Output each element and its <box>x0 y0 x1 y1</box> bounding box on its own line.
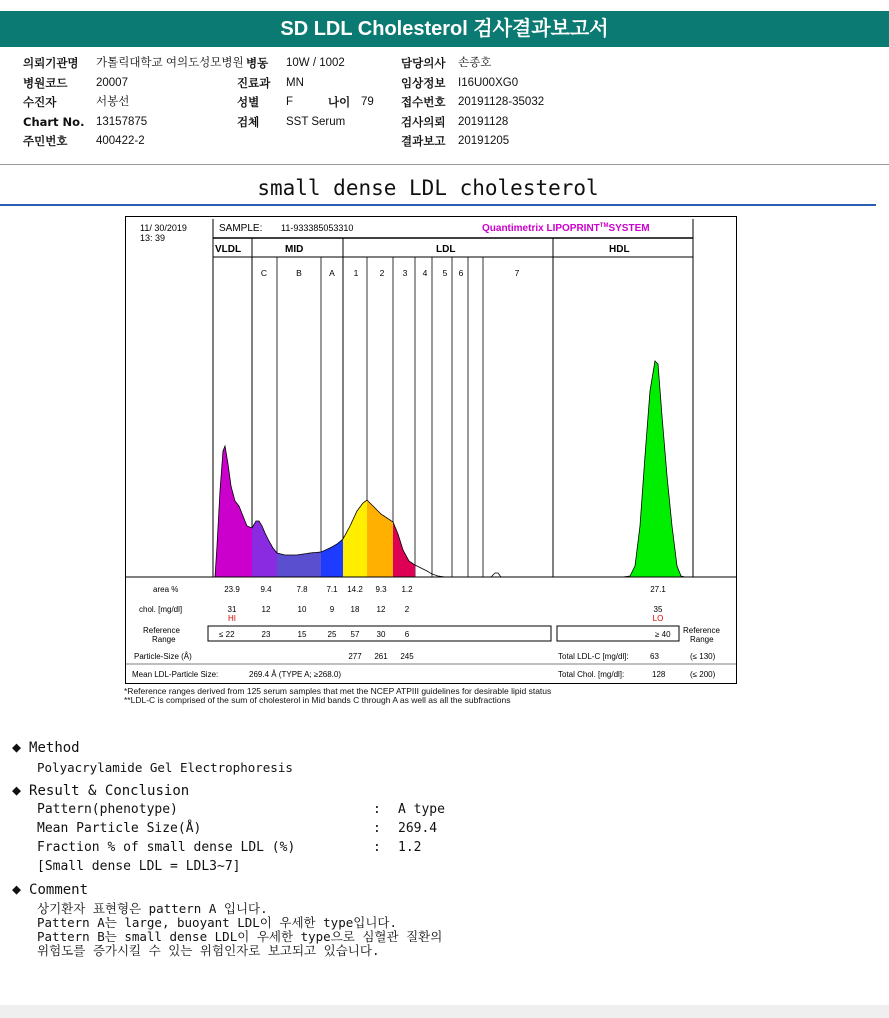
comment-line: Pattern B는 small dense LDL이 우세한 type으로 심혈관 질환의 <box>37 929 443 944</box>
subband-label: 7 <box>514 268 520 278</box>
sample-label: SAMPLE: <box>219 223 263 234</box>
info-value: 가톨릭대학교 여의도성모병원 <box>96 57 244 69</box>
divider <box>0 204 876 206</box>
subband-label: C <box>260 268 268 278</box>
brand: Quantimetrix LIPOPRINT™SYSTEM <box>482 223 650 234</box>
band-hdl: HDL <box>609 244 630 255</box>
subband-label: 5 <box>442 268 448 278</box>
info-value: 20191128 <box>458 116 509 128</box>
chart-date: 11/ 30/2019 <box>140 223 187 233</box>
ref-label: Reference <box>143 626 180 635</box>
area-value-hdl: 27.1 <box>650 585 666 594</box>
info-label: 검체 <box>237 115 260 129</box>
method-text: Polyacrylamide Gel Electrophoresis <box>37 760 293 775</box>
area-value: 14.2 <box>347 585 363 594</box>
sample-value: 11-933385053310 <box>281 223 354 233</box>
info-value: 20191205 <box>458 135 510 147</box>
info-label: 접수번호 <box>401 95 446 109</box>
result-label: Pattern(phenotype) <box>37 802 178 817</box>
info-value: 13157875 <box>96 116 148 128</box>
comment-heading <box>12 880 88 898</box>
total-ldl-ref: (≤ 130) <box>690 652 716 661</box>
patient-info <box>0 56 889 152</box>
info-value: SST Serum <box>286 116 346 128</box>
total-chol-label: Total Chol. [mg/dl]: <box>558 670 625 679</box>
chol-label: chol. [mg/dl] <box>139 605 183 614</box>
info-label: 진료과 <box>237 76 271 90</box>
chol-value: 12 <box>261 605 271 614</box>
method-heading <box>12 738 80 756</box>
subband-label: B <box>296 268 302 278</box>
footnote: *Reference ranges derived from 125 serum samples that met the NCEP ATPIII guidelines for desirable lipid status <box>124 686 552 696</box>
band-mid: MID <box>285 244 304 255</box>
diamond-icon: ◆ <box>12 738 22 756</box>
chol-value-hdl: 35 <box>653 605 663 614</box>
comment-line: Pattern A는 large, buoyant LDL이 우세한 type입니다. <box>37 915 397 930</box>
flag-lo: LO <box>652 614 664 623</box>
info-label: 결과보고 <box>401 134 446 148</box>
report-title-bar: SD LDL Cholesterol 검사결과보고서 <box>0 11 889 47</box>
comment-line: 상기환자 표현형은 pattern A 입니다. <box>37 901 268 916</box>
result-value: A type <box>398 802 445 817</box>
chart-time: 13: 39 <box>140 233 166 243</box>
subband-label: 4 <box>422 268 428 278</box>
mean-label: Mean LDL-Particle Size: <box>132 670 219 679</box>
chol-value: 2 <box>404 605 410 614</box>
info-value: 10W / 1002 <box>286 57 345 69</box>
info-label: 성별 <box>237 95 260 109</box>
mean-value: 269.4 Å (TYPE A; ≥268.0) <box>249 670 341 679</box>
ref-value-hdl: ≥ 40 <box>655 630 671 639</box>
divider <box>0 164 889 165</box>
area-value: 7.1 <box>326 585 338 594</box>
ref-value: 25 <box>327 630 337 639</box>
info-label: 주민번호 <box>23 134 68 148</box>
particle-value: 277 <box>348 652 362 661</box>
info-value: 서봉선 <box>96 96 130 108</box>
info-label: 병원코드 <box>23 76 68 90</box>
footnote: **LDL-C is comprised of the sum of cholesterol in Mid bands C through A as well as all the subfractions <box>124 695 511 705</box>
ref-value: 6 <box>404 630 410 639</box>
result-heading <box>12 781 189 799</box>
band-ldl: LDL <box>436 244 456 255</box>
chart-frame <box>126 217 737 684</box>
ref-value: 30 <box>376 630 386 639</box>
ref-value: 15 <box>297 630 307 639</box>
subband-label: A <box>329 268 335 278</box>
flag-hi: HI <box>228 614 236 623</box>
result-colon: : <box>373 802 381 817</box>
section-title: small dense LDL cholesterol <box>257 176 599 200</box>
info-value: 20191128-35032 <box>458 96 545 108</box>
age-value: 79 <box>361 96 374 108</box>
lipoprint-chart <box>125 216 739 686</box>
total-chol-value: 128 <box>652 670 666 679</box>
info-value: F <box>286 96 294 108</box>
area-value: 23.9 <box>224 585 240 594</box>
result-note: [Small dense LDL = LDL3~7] <box>37 859 241 874</box>
ref-label-right: Range <box>690 635 714 644</box>
area-value: 9.3 <box>375 585 387 594</box>
ref-value: 23 <box>261 630 271 639</box>
diamond-icon: ◆ <box>12 781 22 799</box>
heading-text: Result & Conclusion <box>29 783 190 799</box>
mid-b-fill <box>277 552 321 577</box>
ref-value: ≤ 22 <box>219 630 235 639</box>
age-label: 나이 <box>328 95 351 109</box>
info-label: 수진자 <box>23 95 57 109</box>
info-label: Chart No. <box>23 115 85 129</box>
info-value: 손종호 <box>458 57 492 69</box>
ref-label-right: Reference <box>683 626 720 635</box>
result-colon: : <box>373 821 381 836</box>
heading-text: Method <box>29 740 80 756</box>
area-value: 9.4 <box>260 585 272 594</box>
result-colon: : <box>373 840 381 855</box>
total-ldl-value: 63 <box>650 652 659 661</box>
info-label: 병동 <box>246 56 269 70</box>
diamond-icon: ◆ <box>12 880 22 898</box>
particle-value: 245 <box>400 652 414 661</box>
result-label: Mean Particle Size(Å) <box>37 821 202 836</box>
chol-value: 31 <box>227 605 237 614</box>
band-vldl: VLDL <box>215 244 242 255</box>
ref-label: Range <box>152 635 176 644</box>
result-value: 269.4 <box>398 821 438 836</box>
chol-value: 12 <box>376 605 386 614</box>
comment-line: 위험도를 증가시킬 수 있는 위험인자로 보고되고 있습니다. <box>37 943 380 958</box>
subband-label: 2 <box>379 268 385 278</box>
subband-label: 1 <box>353 268 359 278</box>
info-value: I16U00XG0 <box>458 77 519 89</box>
info-label: 임상정보 <box>401 76 446 90</box>
info-label: 의뢰기관명 <box>23 56 79 70</box>
area-value: 7.8 <box>296 585 308 594</box>
info-value: 20007 <box>96 77 128 89</box>
ref-value: 57 <box>350 630 360 639</box>
info-label: 검사의뢰 <box>401 115 446 129</box>
particle-value: 261 <box>374 652 388 661</box>
chol-value: 18 <box>350 605 360 614</box>
info-label: 담당의사 <box>401 56 446 70</box>
info-value: MN <box>286 77 304 89</box>
result-label: Fraction % of small dense LDL (%) <box>37 840 296 855</box>
chol-value: 10 <box>297 605 307 614</box>
result-value: 1.2 <box>398 840 422 855</box>
total-ldl-label: Total LDL-C [mg/dl]: <box>558 652 629 661</box>
area-value: 1.2 <box>401 585 413 594</box>
total-chol-ref: (≤ 200) <box>690 670 716 679</box>
particle-label: Particle-Size (Å) <box>134 652 192 661</box>
heading-text: Comment <box>29 882 89 898</box>
chol-value: 9 <box>329 605 335 614</box>
subband-label: 6 <box>458 268 464 278</box>
subband-label: 3 <box>402 268 408 278</box>
info-value: 400422-2 <box>96 135 145 147</box>
area-label: area % <box>153 585 179 594</box>
